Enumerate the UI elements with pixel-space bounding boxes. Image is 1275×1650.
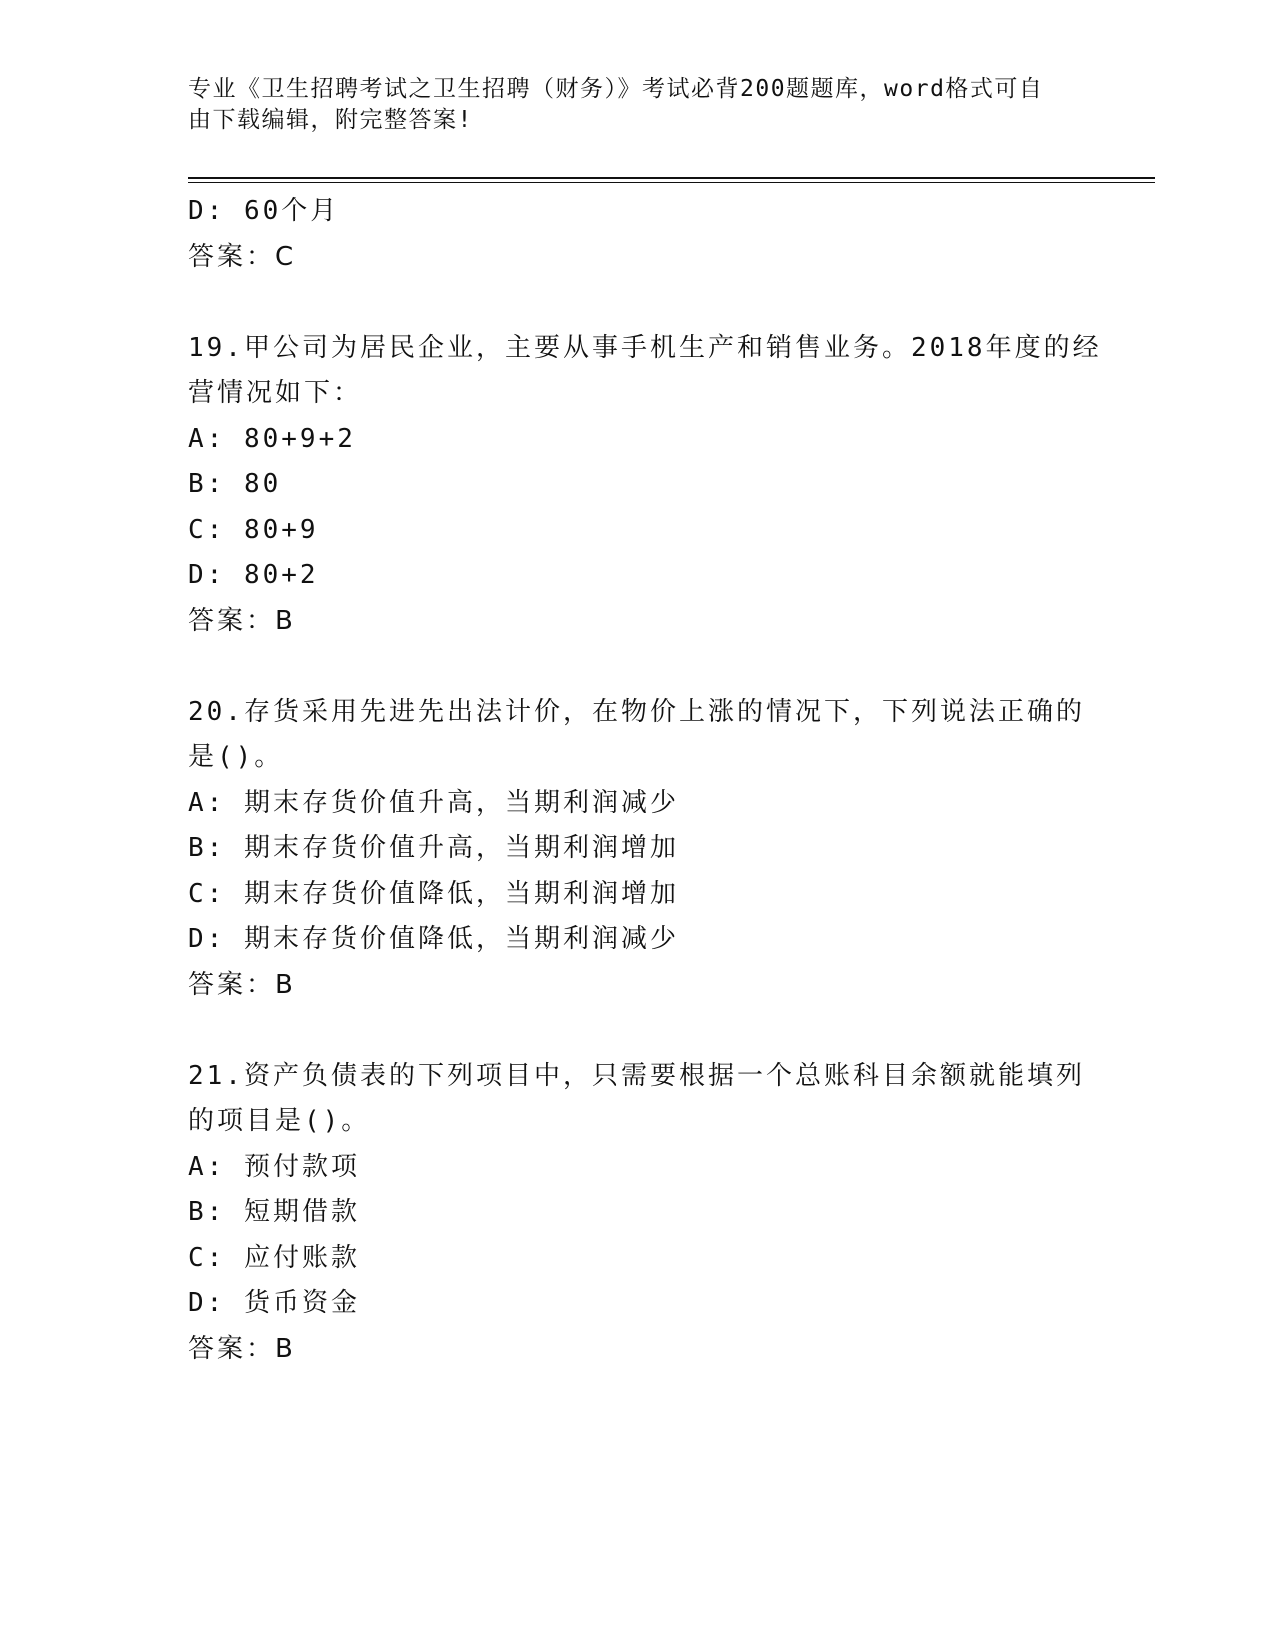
answer-line: 答案：B — [188, 605, 296, 636]
option-c: C: 期末存货价值降低，当期利润增加 — [188, 878, 679, 909]
option-c: C: 80+9 — [188, 514, 319, 545]
answer-line: 答案：B — [188, 969, 296, 1000]
question-stem: 19.甲公司为居民企业，主要从事手机生产和销售业务。2018年度的经 — [188, 332, 1102, 363]
option-d: D: 60个月 — [188, 196, 340, 226]
question-stem-continued: 营情况如下： — [188, 378, 363, 408]
spacer — [188, 1008, 1088, 1054]
question-stem: 20.存货采用先进先出法计价，在物价上涨的情况下，下列说法正确的 — [188, 696, 1085, 727]
option-a: A: 期末存货价值升高，当期利润减少 — [188, 787, 679, 818]
option-b: B: 80 — [188, 469, 282, 499]
option-a: A: 预付款项 — [188, 1151, 360, 1182]
continued-question — [188, 189, 1088, 280]
header-divider-thick — [188, 177, 1155, 179]
header-divider-thin — [188, 182, 1155, 183]
header-line-2: 由下载编辑，附完整答案! — [188, 107, 473, 133]
option-b: B: 期末存货价值升高，当期利润增加 — [188, 833, 679, 863]
option-c: C: 应付账款 — [188, 1242, 360, 1273]
answer-line: 答案：B — [188, 1333, 296, 1364]
question-stem: 21.资产负债表的下列项目中，只需要根据一个总账科目余额就能填列 — [188, 1060, 1085, 1091]
question-stem-continued: 是()。 — [188, 742, 284, 772]
option-d: D: 期末存货价值降低，当期利润减少 — [188, 924, 679, 954]
question-21 — [188, 1054, 1088, 1373]
question-20 — [188, 690, 1088, 1009]
header-line-1: 专业《卫生招聘考试之卫生招聘（财务）》考试必背200题题库，word格式可自 — [188, 76, 1044, 102]
question-stem-continued: 的项目是()。 — [188, 1106, 371, 1136]
option-b: B: 短期借款 — [188, 1197, 360, 1227]
option-d: D: 80+2 — [188, 560, 319, 590]
spacer — [188, 644, 1088, 690]
question-19 — [188, 326, 1102, 645]
document-header — [188, 74, 1068, 136]
option-d: D: 货币资金 — [188, 1288, 360, 1318]
spacer — [188, 280, 1088, 326]
option-a: A: 80+9+2 — [188, 423, 356, 454]
question-list — [188, 189, 1102, 1372]
answer-line: 答案：C — [188, 241, 297, 272]
